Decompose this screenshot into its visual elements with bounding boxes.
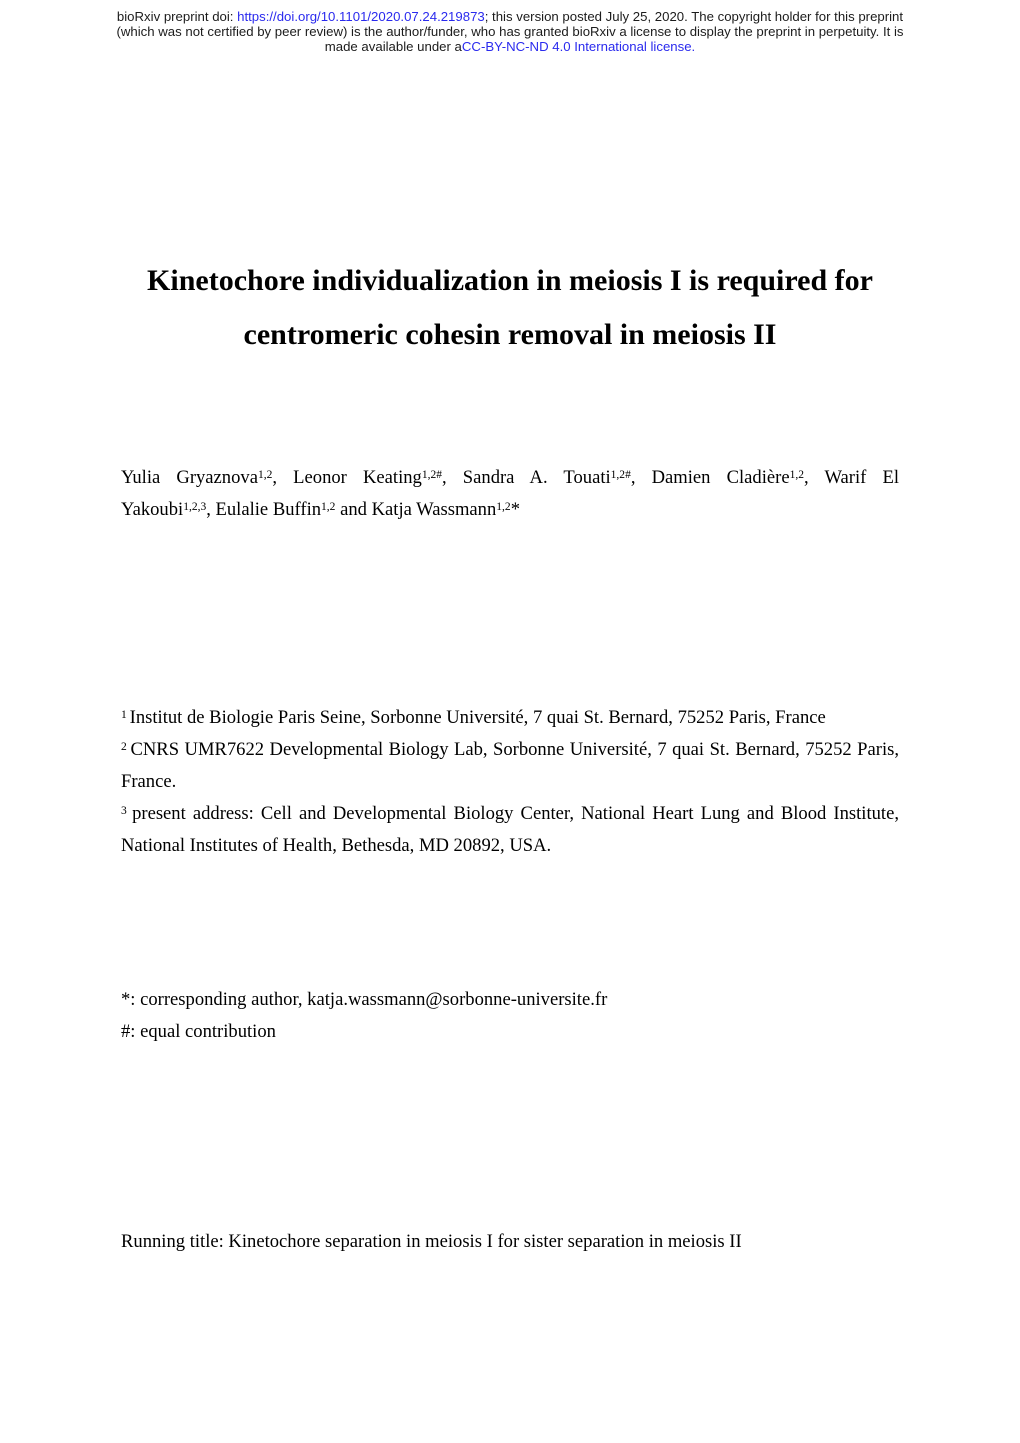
correspondence-note	[121, 984, 899, 1048]
text-segment: present address: Cell and Developmental Biology Center, National Heart Lung and Blood Institute,	[132, 803, 899, 824]
text-segment: , Sandra A. Touati	[442, 467, 611, 488]
superscript: 1,2	[257, 468, 273, 481]
superscript: 1,2	[496, 500, 511, 513]
text-segment: *	[510, 499, 520, 520]
superscript: 2	[121, 740, 131, 753]
preprint-notice-line3	[0, 39, 1020, 54]
preprint-notice-line2: (which was not certified by peer review) is the author/funder, who has granted bioRxiv a license to display the preprint in perpetuity. It is	[116, 24, 904, 39]
text-segment: France.	[121, 771, 177, 792]
equal-contribution-line: #: equal contribution	[121, 1021, 276, 1042]
superscript: 3	[121, 804, 133, 817]
running-title: Running title: Kinetochore separation in meiosis I for sister separation in meiosis II	[121, 1231, 742, 1252]
text-line	[121, 766, 899, 798]
paper-title	[0, 254, 1020, 362]
corresponding-author-line: *: corresponding author, katja.wassmann@sorbonne-universite.fr	[121, 989, 608, 1010]
author-list	[121, 462, 899, 526]
text-segment: , Warif El	[804, 467, 899, 488]
license-link[interactable]: CC-BY-NC-ND 4.0 International license.	[461, 39, 696, 54]
text-segment: , Damien Cladière	[630, 467, 790, 488]
superscript: 1,2,3	[183, 500, 207, 513]
text-line	[121, 798, 899, 830]
superscript: 1,2	[789, 468, 805, 481]
text-segment: , Leonor Keating	[272, 467, 422, 488]
text-segment: Yakoubi	[121, 499, 184, 520]
text-segment: Yulia Gryaznova	[121, 467, 258, 488]
text-segment: , Eulalie Buffin	[206, 499, 322, 520]
banner-text: made available under a	[324, 39, 462, 54]
banner-text: ; this version posted July 25, 2020. The copyright holder for this preprint	[484, 9, 904, 24]
superscript: 1,2#	[610, 468, 631, 481]
text-line	[121, 462, 899, 494]
superscript: 1	[121, 708, 130, 721]
affiliations	[121, 702, 899, 862]
text-segment: and Katja Wassmann	[335, 499, 497, 520]
text-segment: National Institutes of Health, Bethesda, MD 20892, USA.	[121, 835, 552, 856]
paper-title-line1: Kinetochore individualization in meiosis I is required for	[147, 264, 873, 297]
preprint-notice	[0, 9, 1020, 54]
text-segment: Institut de Biologie Paris Seine, Sorbonne Université, 7 quai St. Bernard, 75252 Paris, France	[129, 707, 826, 728]
text-segment: CNRS UMR7622 Developmental Biology Lab, Sorbonne Université, 7 quai St. Bernard, 75252 Paris,	[130, 739, 899, 760]
text-line	[121, 702, 899, 734]
doi-link[interactable]: https://doi.org/10.1101/2020.07.24.219873	[237, 9, 485, 24]
preprint-notice-line1	[0, 9, 1020, 24]
superscript: 1,2	[321, 500, 336, 513]
text-line	[121, 494, 899, 526]
text-line	[121, 734, 899, 766]
banner-text: bioRxiv preprint doi:	[116, 9, 238, 24]
superscript: 1,2#	[421, 468, 443, 481]
paper-title-line2: centromeric cohesin removal in meiosis II	[243, 318, 777, 351]
text-line	[121, 830, 899, 862]
